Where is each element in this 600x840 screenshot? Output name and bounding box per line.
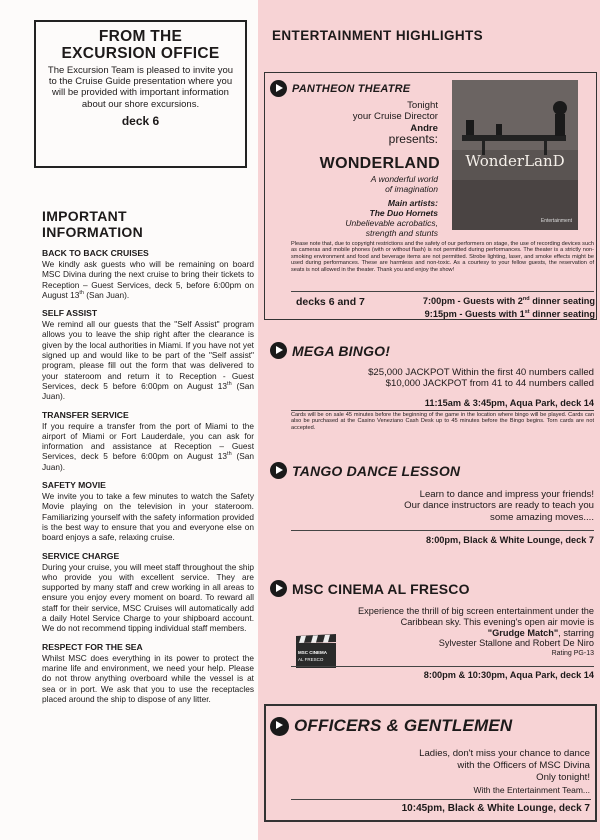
transfer-body: If you require a transfer from the port of Miami to the airport of Miami or Fort Lauderdale, you can ask for information and assistance at Reception – Guest Services, deck 5 before 6:00pm on August 13th (San Juan). <box>42 420 254 472</box>
info-sections <box>42 248 254 712</box>
safety-heading: SAFETY MOVIE <box>42 480 106 491</box>
officers-desc <box>290 748 590 796</box>
back-to-back-body: We kindly ask guests who will be remaining on board MSC Divina during the next cruise to bring their tickets to Reception – Guest Services, deck 5, before 6:00pm on August 13th (San Juan). <box>42 259 254 300</box>
service-body: During your cruise, you will meet staff throughout the ship who provide you with excellent service. They are supported by many staff and crew working in all areas to ensure you enjoy every moment on board. To reward all staff for their service, MSC Cruises will automatically add a daily Hotel Service Charge to your shipboard account. We do not recommend tipping individual staff members. <box>42 561 254 634</box>
bingo-name: MEGA BINGO! <box>292 342 391 359</box>
respect-body: Whilst MSC does everything in its power to protect the marine life and environment, we need your help. Please do not throw anything overboard while the vessel is at sea or in port. We ask that you to use the receptacles placed around the ship to dispose of any litter. <box>42 652 254 704</box>
excursion-body: The Excursion Team is pleased to invite you to the Cruise Guide presentation where you will be provided with important information about our shore excursions. <box>47 65 234 110</box>
important-title-1: IMPORTANT <box>42 208 127 224</box>
service-section <box>42 551 254 634</box>
officers-name: OFFICERS & GENTLEMEN <box>294 716 513 735</box>
pantheon-line3: Andre <box>410 122 438 134</box>
show-title: WONDERLAND <box>319 155 440 172</box>
show-details <box>290 174 438 238</box>
pantheon-intro <box>290 100 438 145</box>
show-tag2: of imagination <box>385 184 438 194</box>
pantheon-header <box>270 80 410 97</box>
wonderland-poster <box>452 80 578 230</box>
tango-divider <box>291 530 594 531</box>
cinema-logo-line1: MSC CINEMA <box>298 650 327 655</box>
self-assist-body: We remind all our guests that the "Self Assist" program allows you to leave the ship right after the clearance is given by the local authorities in Miami. If you have not yet signed up and would like to be part of the "Self assist" program, please fill out the form that was delivered to your stateroom and return it to Reception - Guest Services, deck 5 before 6:00pm on August 13th (San Juan). <box>42 319 254 402</box>
cinema-time: 8:00pm & 10:30pm, Aqua Park, deck 14 <box>423 670 594 680</box>
tango-line3: some amazing moves.... <box>490 511 594 523</box>
excursion-title-2: EXCURSION OFFICE <box>61 45 220 62</box>
tango-line2: Our dance instructors are ready to teach you <box>404 500 594 512</box>
play-icon <box>270 717 289 736</box>
service-heading: SERVICE CHARGE <box>42 550 120 561</box>
show-artists-label: Main artists: <box>387 198 438 208</box>
play-icon <box>270 462 287 479</box>
pantheon-note: Please note that, due to copyright restrictions and the safety of our performers on stage, the use of recording devices such as cameras and mobile phones (with or without flash) is not permitted during performances. The theater is a strictly non-smoking environment and food and beverage items are not permitted. Strobe lighting, laser, and smoke effects might be used during performances. These are harmless and non-toxic. As a courtesy to your fellow guests, the reservation of seats is not allowed in the theater. Thank you and enjoy the show! <box>291 241 594 273</box>
cinema-logo <box>296 634 336 668</box>
entertainment-title: ENTERTAINMENT HIGHLIGHTS <box>272 28 484 43</box>
officers-line1: Ladies, don't miss your chance to dance <box>419 748 590 759</box>
excursion-box <box>34 20 247 168</box>
pantheon-line4: presents: <box>388 131 438 146</box>
bingo-line1: $25,000 JACKPOT Within the first 40 numbers called <box>368 367 594 378</box>
bingo-jackpots <box>290 367 594 390</box>
back-to-back-heading: BACK TO BACK CRUISES <box>42 248 149 258</box>
self-assist-heading: SELF ASSIST <box>42 308 98 319</box>
cinema-movie-line: "Grudge Match", starring <box>487 627 594 638</box>
tango-header <box>270 462 460 479</box>
show-tag1: A wonderful world <box>370 174 438 184</box>
poster-brand: Entertainment <box>540 218 572 224</box>
safety-section <box>42 480 254 542</box>
pantheon-line1: Tonight <box>407 100 438 111</box>
play-icon <box>270 580 287 597</box>
bingo-note: Cards will be on sale 45 minutes before the beginning of the game in the location where bingo will be played. Cards can also be purchased at the Casino Veneziano Cash Desk up to 45 minutes before the Bingo begins. Torn cards are not accepted. <box>291 412 594 431</box>
cinema-logo-line2: AL FRESCO <box>298 657 324 662</box>
tango-desc <box>290 489 594 523</box>
cinema-divider <box>291 666 594 667</box>
tango-name: TANGO DANCE LESSON <box>292 462 461 479</box>
important-title-2: INFORMATION <box>42 224 144 240</box>
pantheon-name: PANTHEON THEATRE <box>292 82 411 95</box>
bingo-header <box>270 342 390 359</box>
cinema-line1: Experience the thrill of big screen entertainment under the <box>358 606 594 616</box>
pantheon-time2: 9:15pm - Guests with 1st dinner seating <box>424 309 595 319</box>
show-desc2: strength and stunts <box>365 228 438 238</box>
officers-line4: With the Entertainment Team... <box>473 785 590 795</box>
cinema-header <box>270 580 470 597</box>
cinema-line2: Caribbean sky. This evening's open air movie is <box>400 616 594 627</box>
cinema-name: MSC CINEMA AL FRESCO <box>292 580 470 597</box>
cinema-rating: Rating PG-13 <box>551 650 594 658</box>
bingo-divider <box>291 410 594 411</box>
respect-heading: RESPECT FOR THE SEA <box>42 641 143 652</box>
poster-title: WonderLanD <box>465 152 565 170</box>
pantheon-divider <box>291 291 594 292</box>
self-assist-section <box>42 308 254 401</box>
respect-section <box>42 642 254 704</box>
play-icon <box>270 342 287 359</box>
back-to-back-section <box>42 248 254 300</box>
safety-body: We invite you to take a few minutes to watch the Safety Movie playing on the television in your stateroom. Familiarizing yourself with the safety information provided is the best way to ensure that you and everyone else on board enjoys a safe, relaxing cruise. <box>42 491 254 543</box>
transfer-heading: TRANSFER SERVICE <box>42 409 129 420</box>
pantheon-line2: your Cruise Director <box>352 111 438 123</box>
tango-line1: Learn to dance and impress your friends! <box>419 489 594 500</box>
officers-header <box>270 716 512 736</box>
bingo-time: 11:15am & 3:45pm, Aqua Park, deck 14 <box>424 398 594 408</box>
officers-line2: with the Officers of MSC Divina <box>457 760 590 771</box>
excursion-title-1: FROM THE <box>98 28 183 45</box>
pantheon-decks: decks 6 and 7 <box>296 296 365 308</box>
officers-time: 10:45pm, Black & White Lounge, deck 7 <box>401 803 590 814</box>
tango-time: 8:00pm, Black & White Lounge, deck 7 <box>426 535 594 545</box>
show-artists: The Duo Hornets <box>369 208 438 218</box>
officers-line3: Only tonight! <box>536 772 590 783</box>
officers-divider <box>291 799 591 800</box>
bingo-line2: $10,000 JACKPOT from 41 to 44 numbers called <box>385 378 594 390</box>
excursion-deck: deck 6 <box>121 113 160 128</box>
play-icon <box>270 80 287 97</box>
pantheon-times <box>380 296 595 320</box>
important-title <box>42 208 143 240</box>
show-desc1: Unbelievable acrobatics, <box>345 218 438 228</box>
pantheon-time1: 7:00pm - Guests with 2nd dinner seating <box>422 296 595 306</box>
cinema-stars: Sylvester Stallone and Robert De Niro <box>438 638 594 649</box>
transfer-section <box>42 410 254 472</box>
